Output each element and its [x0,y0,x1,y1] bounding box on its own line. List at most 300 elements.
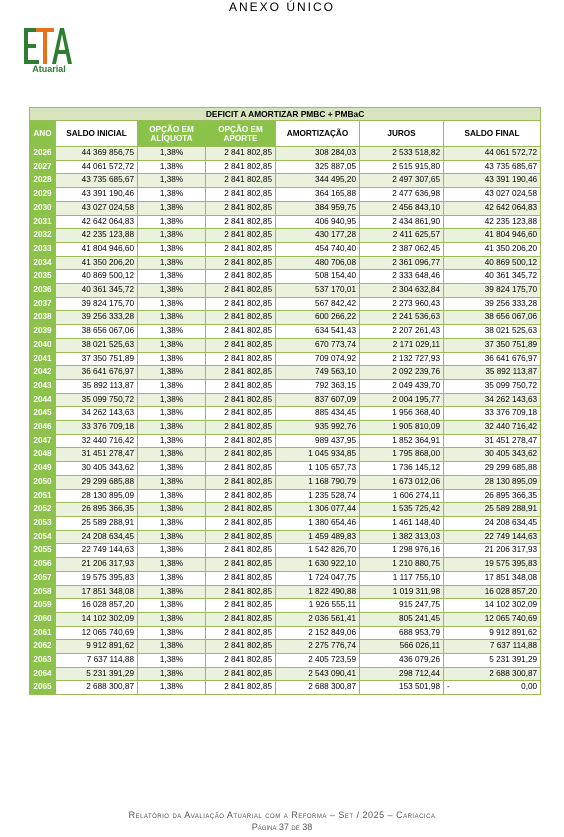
saldo-inicial-cell: 35 099 750,72 [56,393,138,407]
opcao-aporte-cell: 2 841 802,85 [206,421,276,435]
ano-cell: 2050 [30,475,56,489]
saldo-final-cell: 12 065 740,69 [444,612,541,626]
opcao-aporte-cell: 2 841 802,85 [206,174,276,188]
table-row [30,352,541,366]
opcao-aporte-cell: 2 841 802,85 [206,654,276,668]
deficit-table-wrapper [29,107,540,695]
saldo-inicial-cell: 39 824 175,70 [56,297,138,311]
column-header-opcao-aliquota: OPÇÃO EM ALÍQUOTA [138,121,206,147]
saldo-inicial-cell: 19 575 395,83 [56,571,138,585]
opcao-aliquota-cell: 1,38% [138,242,206,256]
ano-cell: 2055 [30,544,56,558]
opcao-aporte-cell: 2 841 802,85 [206,640,276,654]
ano-cell: 2043 [30,379,56,393]
opcao-aporte-cell: 2 841 802,85 [206,256,276,270]
table-row [30,599,541,613]
saldo-final-cell: 9 912 891,62 [444,626,541,640]
opcao-aporte-cell: 2 841 802,85 [206,544,276,558]
opcao-aporte-cell: 2 841 802,85 [206,201,276,215]
logo-text: Atuarial [32,64,66,74]
amortizacao-cell: 2 036 561,41 [276,612,360,626]
amortizacao-cell: 344 495,20 [276,174,360,188]
saldo-final-cell: 7 637 114,88 [444,640,541,654]
amortizacao-cell: 454 740,40 [276,242,360,256]
table-row [30,242,541,256]
table-row [30,462,541,476]
ano-cell: 2062 [30,640,56,654]
opcao-aporte-cell: 2 841 802,85 [206,462,276,476]
opcao-aporte-cell: 2 841 802,85 [206,297,276,311]
table-row [30,160,541,174]
amortizacao-cell: 2 405 723,59 [276,654,360,668]
saldo-inicial-cell: 30 405 343,62 [56,462,138,476]
opcao-aliquota-cell: 1,38% [138,407,206,421]
saldo-final-cell: 31 451 278,47 [444,434,541,448]
juros-cell: 1 956 368,40 [360,407,444,421]
saldo-inicial-cell: 44 369 856,75 [56,147,138,161]
saldo-inicial-cell: 22 749 144,63 [56,544,138,558]
saldo-inicial-cell: 12 065 740,69 [56,626,138,640]
table-row [30,311,541,325]
opcao-aliquota-cell: 1,38% [138,462,206,476]
opcao-aliquota-cell: 1,38% [138,229,206,243]
juros-cell: 2 361 096,77 [360,256,444,270]
opcao-aliquota-cell: 1,38% [138,201,206,215]
opcao-aliquota-cell: 1,38% [138,654,206,668]
juros-cell: 1 736 145,12 [360,462,444,476]
juros-cell: 915 247,75 [360,599,444,613]
saldo-inicial-cell: 38 656 067,06 [56,325,138,339]
opcao-aporte-cell: 2 841 802,85 [206,242,276,256]
saldo-inicial-cell: 5 231 391,29 [56,667,138,681]
table-row [30,516,541,530]
ano-cell: 2037 [30,297,56,311]
dash-marker: - [447,682,450,692]
juros-cell: 2 207 261,43 [360,325,444,339]
saldo-inicial-cell: 32 440 716,42 [56,434,138,448]
table-row [30,215,541,229]
saldo-final-cell: 37 350 751,89 [444,338,541,352]
column-header-saldo-final: SALDO FINAL [444,121,541,147]
ano-cell: 2036 [30,284,56,298]
juros-cell: 2 411 625,57 [360,229,444,243]
amortizacao-cell: 1 235 528,74 [276,489,360,503]
opcao-aliquota-cell: 1,38% [138,475,206,489]
ano-cell: 2059 [30,599,56,613]
amortizacao-cell: 1 459 489,83 [276,530,360,544]
opcao-aliquota-cell: 1,38% [138,667,206,681]
amortizacao-cell: 1 045 934,85 [276,448,360,462]
saldo-final-cell: 25 589 288,91 [444,503,541,517]
table-row [30,667,541,681]
saldo-final-cell: 41 804 946,60 [444,229,541,243]
opcao-aporte-cell: 2 841 802,85 [206,229,276,243]
saldo-inicial-cell: 33 376 709,18 [56,421,138,435]
opcao-aporte-cell: 2 841 802,85 [206,147,276,161]
juros-cell: 2 387 062,45 [360,242,444,256]
table-title: DEFICIT A AMORTIZAR PMBC + PMBaC [30,108,541,121]
saldo-final-cell: 42 235 123,88 [444,215,541,229]
opcao-aliquota-cell: 1,38% [138,284,206,298]
saldo-final-cell: 43 735 685,67 [444,160,541,174]
opcao-aliquota-cell: 1,38% [138,215,206,229]
saldo-final-cell: 14 102 302,09 [444,599,541,613]
ano-cell: 2032 [30,229,56,243]
opcao-aporte-cell: 2 841 802,85 [206,379,276,393]
table-row [30,147,541,161]
ano-cell: 2041 [30,352,56,366]
saldo-inicial-cell: 38 021 525,63 [56,338,138,352]
opcao-aporte-cell: 2 841 802,85 [206,325,276,339]
ano-cell: 2056 [30,558,56,572]
amortizacao-cell: 1 630 922,10 [276,558,360,572]
cell-value: 0,00 [521,682,538,692]
amortizacao-cell: 749 563,10 [276,366,360,380]
table-row [30,379,541,393]
opcao-aliquota-cell: 1,38% [138,516,206,530]
opcao-aporte-cell: 2 841 802,85 [206,599,276,613]
saldo-final-cell: 43 027 024,58 [444,188,541,202]
amortizacao-cell: 1 542 826,70 [276,544,360,558]
table-row [30,421,541,435]
saldo-final-cell: 26 895 366,35 [444,489,541,503]
opcao-aliquota-cell: 1,38% [138,681,206,695]
juros-cell: 1 905 810,09 [360,421,444,435]
opcao-aporte-cell: 2 841 802,85 [206,626,276,640]
opcao-aporte-cell: 2 841 802,85 [206,284,276,298]
opcao-aporte-cell: 2 841 802,85 [206,188,276,202]
opcao-aliquota-cell: 1,38% [138,160,206,174]
table-row [30,681,541,695]
table-row [30,626,541,640]
saldo-final-cell: 24 208 634,45 [444,516,541,530]
saldo-inicial-cell: 42 642 064,83 [56,215,138,229]
saldo-inicial-cell: 17 851 348,08 [56,585,138,599]
saldo-inicial-cell: 37 350 751,89 [56,352,138,366]
table-row [30,174,541,188]
juros-cell: 1 210 880,75 [360,558,444,572]
saldo-inicial-cell: 9 912 891,62 [56,640,138,654]
amortizacao-cell: 1 926 555,11 [276,599,360,613]
amortizacao-cell: 600 266,22 [276,311,360,325]
ano-cell: 2031 [30,215,56,229]
table-row [30,544,541,558]
ano-cell: 2039 [30,325,56,339]
table-row [30,229,541,243]
opcao-aporte-cell: 2 841 802,85 [206,530,276,544]
table-row [30,489,541,503]
saldo-final-cell: 40 361 345,72 [444,270,541,284]
saldo-inicial-cell: 40 869 500,12 [56,270,138,284]
table-row [30,475,541,489]
saldo-final-cell: 21 206 317,93 [444,544,541,558]
saldo-inicial-cell: 44 061 572,72 [56,160,138,174]
opcao-aliquota-cell: 1,38% [138,544,206,558]
saldo-inicial-cell: 40 361 345,72 [56,284,138,298]
juros-cell: 2 533 518,82 [360,147,444,161]
table-row [30,270,541,284]
saldo-final-cell: 39 256 333,28 [444,297,541,311]
saldo-final-cell: 35 892 113,87 [444,366,541,380]
amortizacao-cell: 480 706,08 [276,256,360,270]
juros-cell: 1 673 012,06 [360,475,444,489]
opcao-aporte-cell: 2 841 802,85 [206,311,276,325]
opcao-aporte-cell: 2 841 802,85 [206,681,276,695]
saldo-final-cell: 35 099 750,72 [444,379,541,393]
ano-cell: 2030 [30,201,56,215]
opcao-aliquota-cell: 1,38% [138,352,206,366]
opcao-aporte-cell: 2 841 802,85 [206,338,276,352]
opcao-aporte-cell: 2 841 802,85 [206,516,276,530]
column-header-ano: ANO [30,121,56,147]
saldo-inicial-cell: 7 637 114,88 [56,654,138,668]
juros-cell: 2 049 439,70 [360,379,444,393]
opcao-aporte-cell: 2 841 802,85 [206,352,276,366]
amortizacao-cell: 2 543 090,41 [276,667,360,681]
amortizacao-cell: 567 842,42 [276,297,360,311]
opcao-aliquota-cell: 1,38% [138,585,206,599]
ano-cell: 2052 [30,503,56,517]
amortizacao-cell: 1 105 657,73 [276,462,360,476]
opcao-aporte-cell: 2 841 802,85 [206,448,276,462]
ano-cell: 2051 [30,489,56,503]
opcao-aliquota-cell: 1,38% [138,379,206,393]
juros-cell: 1 606 274,11 [360,489,444,503]
amortizacao-cell: 885 434,45 [276,407,360,421]
juros-cell: 2 304 632,84 [360,284,444,298]
saldo-inicial-cell: 41 804 946,60 [56,242,138,256]
table-row [30,530,541,544]
amortizacao-cell: 670 773,74 [276,338,360,352]
saldo-final-cell: 40 869 500,12 [444,256,541,270]
opcao-aliquota-cell: 1,38% [138,311,206,325]
opcao-aporte-cell: 2 841 802,85 [206,558,276,572]
juros-cell: 1 461 148,40 [360,516,444,530]
saldo-inicial-cell: 16 028 857,20 [56,599,138,613]
table-row [30,612,541,626]
opcao-aliquota-cell: 1,38% [138,599,206,613]
table-row [30,503,541,517]
ano-cell: 2035 [30,270,56,284]
ano-cell: 2054 [30,530,56,544]
opcao-aliquota-cell: 1,38% [138,338,206,352]
juros-cell: 2 004 195,77 [360,393,444,407]
opcao-aliquota-cell: 1,38% [138,270,206,284]
amortizacao-cell: 1 168 790,79 [276,475,360,489]
column-header-opcao-aporte: OPÇÃO EM APORTE [206,121,276,147]
page-header-title: ANEXO ÚNICO [228,0,335,14]
saldo-final-cell: 42 642 064,83 [444,201,541,215]
opcao-aliquota-cell: 1,38% [138,571,206,585]
table-row [30,434,541,448]
opcao-aporte-cell: 2 841 802,85 [206,434,276,448]
ano-cell: 2064 [30,667,56,681]
saldo-inicial-cell: 2 688 300,87 [56,681,138,695]
saldo-final-cell: 19 575 395,83 [444,558,541,572]
opcao-aporte-cell: 2 841 802,85 [206,585,276,599]
table-row [30,256,541,270]
ano-cell: 2063 [30,654,56,668]
juros-cell: 566 026,11 [360,640,444,654]
opcao-aliquota-cell: 1,38% [138,393,206,407]
saldo-inicial-cell: 14 102 302,09 [56,612,138,626]
juros-cell: 2 171 029,11 [360,338,444,352]
saldo-final-cell: 22 749 144,63 [444,530,541,544]
opcao-aliquota-cell: 1,38% [138,256,206,270]
juros-cell: 1 852 364,91 [360,434,444,448]
saldo-final-cell: 39 824 175,70 [444,284,541,298]
juros-cell: 2 456 843,10 [360,201,444,215]
amortizacao-cell: 1 380 654,46 [276,516,360,530]
saldo-inicial-cell: 25 589 288,91 [56,516,138,530]
juros-cell: 1 298 976,16 [360,544,444,558]
amortizacao-cell: 406 940,95 [276,215,360,229]
column-header-saldo-inicial: SALDO INICIAL [56,121,138,147]
saldo-final-cell: 33 376 709,18 [444,407,541,421]
table-row [30,201,541,215]
saldo-final-cell: 16 028 857,20 [444,585,541,599]
juros-cell: 2 477 636,98 [360,188,444,202]
opcao-aporte-cell: 2 841 802,85 [206,366,276,380]
juros-cell: 1 382 313,03 [360,530,444,544]
table-row [30,366,541,380]
opcao-aliquota-cell: 1,38% [138,147,206,161]
table-row [30,448,541,462]
saldo-inicial-cell: 36 641 676,97 [56,366,138,380]
saldo-inicial-cell: 43 735 685,67 [56,174,138,188]
opcao-aporte-cell: 2 841 802,85 [206,393,276,407]
opcao-aliquota-cell: 1,38% [138,448,206,462]
amortizacao-cell: 792 363,15 [276,379,360,393]
amortizacao-cell: 935 992,76 [276,421,360,435]
amortizacao-cell: 989 437,95 [276,434,360,448]
ano-cell: 2027 [30,160,56,174]
juros-cell: 1 117 755,10 [360,571,444,585]
amortizacao-cell: 364 165,88 [276,188,360,202]
saldo-inicial-cell: 43 391 190,46 [56,188,138,202]
opcao-aporte-cell: 2 841 802,85 [206,612,276,626]
ano-cell: 2033 [30,242,56,256]
table-row [30,188,541,202]
table-row [30,558,541,572]
amortizacao-cell: 2 152 849,06 [276,626,360,640]
ano-cell: 2057 [30,571,56,585]
column-header-juros: JUROS [360,121,444,147]
juros-cell: 153 501,98 [360,681,444,695]
juros-cell: 2 333 648,46 [360,270,444,284]
ano-cell: 2049 [30,462,56,476]
amortizacao-cell: 2 275 776,74 [276,640,360,654]
saldo-inicial-cell: 24 208 634,45 [56,530,138,544]
saldo-inicial-cell: 41 350 206,20 [56,256,138,270]
ano-cell: 2048 [30,448,56,462]
opcao-aporte-cell: 2 841 802,85 [206,571,276,585]
amortizacao-cell: 709 074,92 [276,352,360,366]
opcao-aliquota-cell: 1,38% [138,612,206,626]
saldo-inicial-cell: 34 262 143,63 [56,407,138,421]
opcao-aporte-cell: 2 841 802,85 [206,503,276,517]
saldo-final-cell: 44 061 572,72 [444,147,541,161]
ano-cell: 2028 [30,174,56,188]
saldo-final-cell: 5 231 391,29 [444,654,541,668]
table-row [30,585,541,599]
juros-cell: 688 953,79 [360,626,444,640]
table-row [30,284,541,298]
opcao-aliquota-cell: 1,38% [138,434,206,448]
opcao-aliquota-cell: 1,38% [138,558,206,572]
ano-cell: 2045 [30,407,56,421]
amortizacao-cell: 537 170,01 [276,284,360,298]
ano-cell: 2044 [30,393,56,407]
saldo-inicial-cell: 21 206 317,93 [56,558,138,572]
opcao-aliquota-cell: 1,38% [138,530,206,544]
opcao-aliquota-cell: 1,38% [138,489,206,503]
ano-cell: 2046 [30,421,56,435]
opcao-aliquota-cell: 1,38% [138,188,206,202]
amortizacao-cell: 837 607,09 [276,393,360,407]
opcao-aliquota-cell: 1,38% [138,174,206,188]
table-row [30,571,541,585]
saldo-final-cell: 38 021 525,63 [444,325,541,339]
opcao-aliquota-cell: 1,38% [138,640,206,654]
saldo-inicial-cell: 42 235 123,88 [56,229,138,243]
amortizacao-cell: 634 541,43 [276,325,360,339]
opcao-aporte-cell: 2 841 802,85 [206,215,276,229]
ano-cell: 2026 [30,147,56,161]
saldo-inicial-cell: 31 451 278,47 [56,448,138,462]
opcao-aliquota-cell: 1,38% [138,297,206,311]
opcao-aliquota-cell: 1,38% [138,421,206,435]
saldo-final-cell: 36 641 676,97 [444,352,541,366]
amortizacao-cell: 308 284,03 [276,147,360,161]
saldo-final-cell: 32 440 716,42 [444,421,541,435]
ano-cell: 2060 [30,612,56,626]
opcao-aliquota-cell: 1,38% [138,626,206,640]
juros-cell: 298 712,44 [360,667,444,681]
amortizacao-cell: 508 154,40 [276,270,360,284]
saldo-final-cell: 38 656 067,06 [444,311,541,325]
saldo-inicial-cell: 43 027 024,58 [56,201,138,215]
table-row [30,297,541,311]
ano-cell: 2065 [30,681,56,695]
juros-cell: 2 497 307,65 [360,174,444,188]
juros-cell: 2 273 960,43 [360,297,444,311]
table-row [30,407,541,421]
saldo-final-cell: 34 262 143,63 [444,393,541,407]
saldo-inicial-cell: 39 256 333,28 [56,311,138,325]
juros-cell: 805 241,45 [360,612,444,626]
ano-cell: 2038 [30,311,56,325]
table-body [30,147,541,695]
opcao-aporte-cell: 2 841 802,85 [206,475,276,489]
saldo-inicial-cell: 26 895 366,35 [56,503,138,517]
amortizacao-cell: 384 959,75 [276,201,360,215]
amortizacao-cell: 1 306 077,44 [276,503,360,517]
table-row [30,393,541,407]
saldo-final-cell: 2 688 300,87 [444,667,541,681]
table-row [30,325,541,339]
saldo-final-cell: 17 851 348,08 [444,571,541,585]
deficit-amortization-table [29,107,541,695]
table-row [30,654,541,668]
juros-cell: 2 241 536,63 [360,311,444,325]
opcao-aliquota-cell: 1,38% [138,325,206,339]
saldo-inicial-cell: 29 299 685,88 [56,475,138,489]
amortizacao-cell: 325 887,05 [276,160,360,174]
saldo-final-cell: 28 130 895,09 [444,475,541,489]
saldo-inicial-cell: 35 892 113,87 [56,379,138,393]
saldo-final-cell: 30 405 343,62 [444,448,541,462]
